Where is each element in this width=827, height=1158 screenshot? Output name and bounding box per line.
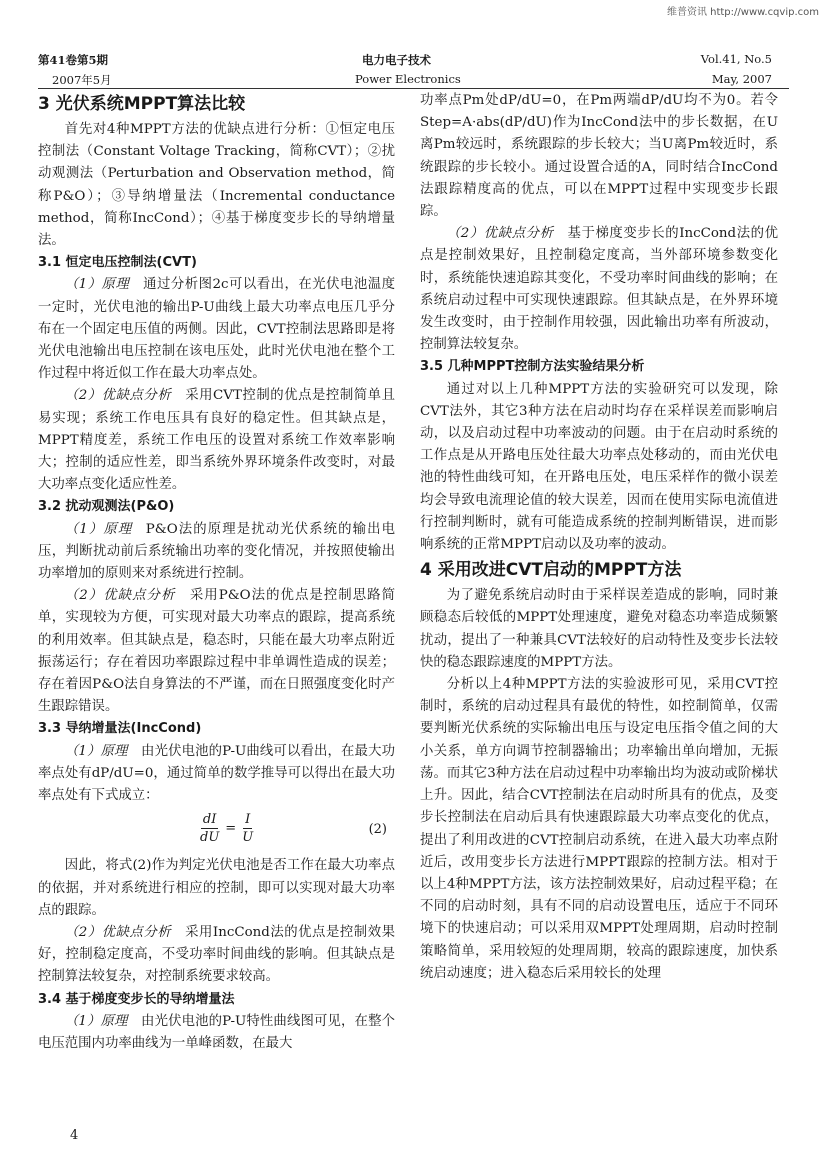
journal-name: 电力电子技术: [362, 53, 431, 67]
journal-date: 2007年5月: [52, 73, 112, 87]
inccond-principle-text: 由光伏电池的P-U曲线可以看出，在最大功率点处有dP/dU=0，通过简单的数学推导可以得出在最大功率点处有下式成立：: [38, 743, 395, 804]
journal-name-en: Power Electronics: [355, 72, 461, 86]
experiment-analysis: 通过对以上几种MPPT方法的实验研究可以发现，除CVT法外，其它3种方法在启动时均存在采样误差而影响启动，以及启动过程中功率波动的问题。由于在启动时系统的工作点是从开路电压处往最大功率点处移动的，而由光伏电池的特性曲线可知，在开路电压处，电压采样作的微小误差均会导致电流理论值的较大误差，因而在使用实际电流值进行控制判断时，就有可能造成系统的控制判断错误，进而影响系统的正常MPPT启动以及功率的波动。: [420, 381, 778, 553]
po-analysis-tag: （2）优缺点分析: [64, 588, 176, 604]
cvt-principle-tag: （1）原理: [64, 277, 130, 293]
equation-formula: [200, 811, 253, 846]
fraction-rhs: [242, 811, 253, 846]
cvt-analysis: [38, 385, 395, 496]
po-analysis-text: 采用P&O法的优点是控制思路简单，实现较为方便，可实现对最大功率点的跟踪，提高系统的利用效率。但其缺点是，稳态时，只能在最大功率点附近振荡运行；存在着因功率跟踪过程中非单调性造成的误差；存在着因P&O法自身算法的不严谨，而在日照强度变化时产生跟踪错误。: [38, 588, 395, 715]
inccond-analysis-text: 采用IncCond法的优点是控制效果好，控制稳定度高，不受功率时间曲线的影响。但其缺点是控制算法较复杂，对控制系统要求较高。: [38, 924, 395, 985]
section-3-1-title: 3.1 恒定电压控制法(CVT): [38, 255, 197, 271]
rhs-denominator: U: [242, 830, 254, 846]
gradient-principle: [38, 1011, 395, 1055]
lhs-numerator: dI: [202, 812, 217, 828]
section-4-para-1: 为了避免系统启动时由于采样误差造成的影响，同时兼顾稳态后较低的MPPT处理速度，避免对稳态功率造成频繁扰动，提出了一种兼具CVT法较好的启动特性及变步长法较快的稳态跟踪速度的MPPT方法。: [420, 588, 778, 670]
right-column: [420, 90, 778, 985]
section-3-5-title: 3.5 几种MPPT控制方法实验结果分析: [420, 359, 645, 375]
po-principle-text: P&O法的原理是扰动光伏系统的输出电压，判断扰动前后系统输出功率的变化情况，并按照使输出功率增加的原则来对系统进行控制。: [38, 521, 395, 582]
journal-date-en: May, 2007: [711, 72, 772, 86]
po-principle-tag: （1）原理: [64, 521, 133, 537]
equals-sign: =: [225, 820, 237, 836]
gradient-principle-tag: （1）原理: [64, 1013, 128, 1029]
watermark: 维普资讯 http://www.cqvip.com: [666, 7, 819, 18]
left-column: [38, 90, 395, 1055]
inccond-criterion: 因此，将式(2)作为判定光伏电池是否工作在最大功率点的依据，并对系统进行相应的控制，即可以实现对最大功率点的跟踪。: [38, 858, 395, 918]
equation-number: (2): [368, 822, 387, 838]
journal-volume: 第41卷第5期: [38, 53, 109, 67]
cvt-analysis-tag: （2）优缺点分析: [64, 388, 172, 404]
gradient-analysis-tag: （2）优缺点分析: [446, 226, 554, 242]
section-4-para-2: 分析以上4种MPPT方法的实验波形可见，采用CVT控制时，系统的启动过程具有最优的特性，如控制简单，仅需要判断光伏系统的实际输出电压与设定电压指令值之间的大小关系，单方向调节控制器输出；功率输出单向增加，无振荡。而其它3种方法在启动过程中功率输出均为波动或阶梯状上升。因此，结合CVT控制法在启动时所具有的优点，及变步长控制法在启动后具有快速跟踪最大功率点变化的优点，提出了利用改进的CVT控制启动系统，在进入最大功率点附近后，改用变步长方法进行MPPT跟踪的控制方法。相对于以上4种MPPT方法，该方法控制效果好，启动过程平稳；在不同的启动时刻，具有不同的启动设置电压，适应于不同环境下的快速启动；可以采用双MPPT处理周期，启动时控制策略简单，采用较短的处理周期，较高的跟踪速度，加快系统启动速度；进入稳态后采用较长的处理: [420, 677, 778, 981]
po-principle: [38, 519, 395, 586]
cvt-analysis-text: 采用CVT控制的优点是控制简单且易实现；系统工作电压具有良好的稳定性。但其缺点是，MPPT精度差，系统工作电压的设置对系统工作效率影响大；控制的适应性差，即当系统外界环境条件改变时，对最大功率点变化适应性差。: [38, 388, 395, 493]
gradient-analysis: [420, 223, 778, 356]
cvt-principle-text: 通过分析图2c可以看出，在光伏电池温度一定时，光伏电池的输出P-U曲线上最大功率点电压几乎分布在一个固定电压值的两侧。因此，CVT控制法思路即是将光伏电池输出电压控制在该电压处，此时光伏电池在整个工作过程中将近似工作在最大功率点处。: [38, 277, 395, 382]
page-number: 4: [70, 1128, 79, 1143]
section-3-3-title: 3.3 导纳增量法(IncCond): [38, 721, 202, 737]
equation-2: [38, 809, 395, 853]
lhs-denominator: dU: [200, 830, 220, 846]
section-3-2-title: 3.2 扰动观测法(P&O): [38, 499, 175, 515]
section-3-4-title: 3.4 基于梯度变步长的导纳增量法: [38, 991, 235, 1007]
inccond-principle: [38, 741, 395, 808]
inccond-analysis-tag: （2）优缺点分析: [64, 924, 172, 940]
cvt-principle: [38, 274, 395, 385]
fraction-lhs: [200, 811, 219, 846]
journal-volume-en: Vol.41, No.5: [700, 52, 772, 66]
header-rule: [38, 88, 789, 89]
section-3-title: 3 光伏系统MPPT算法比较: [38, 94, 246, 114]
po-analysis: [38, 585, 395, 718]
gradient-principle-text: 由光伏电池的P-U特性曲线图可见，在整个电压范围内功率曲线为一单峰函数，在最大: [38, 1013, 395, 1051]
intro-paragraph: 首先对4种MPPT方法的优缺点进行分析：①恒定电压控制法（Constant Voltage Tracking，简称CVT）；②扰动观测法（Perturbation and Observation method，简称P&O）；③导纳增量法（Incremental conductance method，简称IncCond）；④基于梯度变步长的导纳增量法。: [38, 122, 395, 249]
rhs-numerator: I: [245, 812, 251, 828]
inccond-analysis: [38, 922, 395, 989]
section-4-title: 4 采用改进CVT启动的MPPT方法: [420, 560, 682, 581]
gradient-analysis-text: 基于梯度变步长的IncCond法的优点是控制效果好，且控制稳定度高，当外部环境参数变化时，系统能快速追踪其变化，不受功率时间曲线的影响；在系统启动过程中可实现快速跟踪。但其缺点是，在外界环境发生改变时，由于控制作用较强，因此输出功率有所波动，控制算法较复杂。: [420, 226, 778, 353]
gradient-principle-cont: 功率点Pm处dP/dU=0，在Pm两端dP/dU均不为0。若令Step=A·abs(dP/dU)作为IncCond法中的步长数据，在U离Pm较远时，系统跟踪的步长较大；当U离Pm较近时，系统跟踪的步长较小。通过设置合适的A，同时结合IncCond法跟踪精度高的优点，可以在MPPT过程中实现变步长跟踪。: [420, 93, 778, 220]
inccond-principle-tag: （1）原理: [64, 743, 128, 759]
